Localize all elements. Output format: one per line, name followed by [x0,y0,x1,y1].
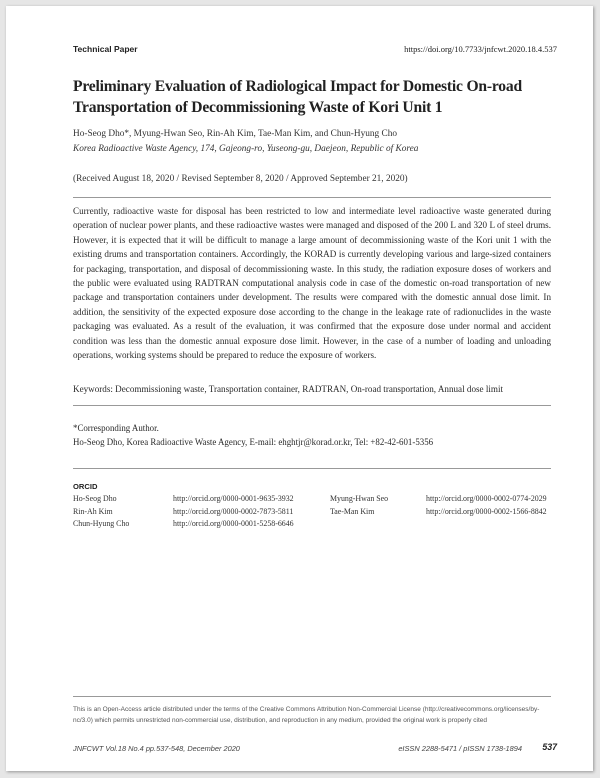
affiliation: Korea Radioactive Waste Agency, 174, Gajeong-ro, Yuseong-gu, Daejeon, Republic of Korea [73,144,419,154]
orcid-author-name [330,519,426,532]
keywords: Keywords: Decommissioning waste, Transportation container, RADTRAN, On-road transportation, Annual dose limit [73,384,504,394]
journal-citation: JNFCWT Vol.18 No.4 pp.537-548, December 2020 [73,744,240,753]
orcid-table [73,494,547,532]
abstract-text: Currently, radioactive waste for disposal has been restricted to low and intermediate level radioactive waste generated during operation of nuclear power plants, and these radioactive wastes were managed and disposed of the 200 L and 320 L of steel drums. However, it is expected that it will be difficult to manage a large amount of decommissioning waste of the Kori unit 1 with the existing drums and transportation containers. Accordingly, the KORAD is currently developing various and large-sized containers for packaging, transportation, and disposal of decommissioning waste. In this study, the radiation exposure doses of workers and the public were evaluated using RADTRAN computational analysis code in case of the domestic on-road transportation of new package and transportation containers under development. The results were compared with the domestic annual dose limit. In addition, the sensitivity of the expected exposure dose according to the change in the leakage rate of radionuclides in the waste packaging was evaluated. As a result of the evaluation, it was confirmed that the exposure dose under normal and accident condition was less than the domestic annual exposure dose limit. However, in the case of a number of loading and unloading operations, working systems should be prepared to reduce the exposure of workers. [73,206,551,361]
orcid-link[interactable] [426,519,547,532]
abstract-top-rule [73,197,551,198]
page-number: 537 [542,742,557,752]
orcid-author-name: Tae-Man Kim [330,506,375,516]
orcid-top-rule [73,468,551,469]
orcid-link[interactable]: http://orcid.org/0000-0002-7873-5811 [173,506,294,516]
orcid-author-name: Ho-Seog Dho [73,494,117,503]
abstract-bottom-rule [73,405,551,406]
orcid-author-name: Myung-Hwan Seo [330,494,389,503]
orcid-heading: ORCID [73,482,98,491]
article-type-label: Technical Paper [73,44,138,54]
orcid-link[interactable]: http://orcid.org/0000-0002-1566-8842 [426,506,547,516]
license-notice: This is an Open-Access article distributed under the terms of the Creative Commons Attribution Non-Commercial License (http://creativecommons.org/licenses/by-nc/3.0) which permits unrestricted non-commercial use, distribution, and reproduction in any medium, provided the original work is properly cited [73,706,540,724]
paper-title-line-2: Transportation of Decommissioning Waste of Kori Unit 1 [73,99,443,116]
corresponding-author-heading: *Corresponding Author. [73,423,159,433]
orcid-row [73,494,547,507]
orcid-link[interactable]: http://orcid.org/0000-0001-9635-3932 [173,494,294,503]
paper-title [73,76,553,118]
corresponding-author-details: Ho-Seog Dho, Korea Radioactive Waste Agency, E-mail: ehghtjr@korad.or.kr, Tel: +82-42-601-5356 [73,437,434,447]
orcid-link[interactable]: http://orcid.org/0000-0001-5258-6646 [173,519,294,528]
received-dates: (Received August 18, 2020 / Revised September 8, 2020 / Approved September 21, 2020) [73,174,408,184]
orcid-author-name: Rin-Ah Kim [73,506,113,516]
doi-link[interactable]: https://doi.org/10.7733/jnfcwt.2020.18.4.537 [404,44,557,54]
paper-title-line-1: Preliminary Evaluation of Radiological Impact for Domestic On-road [73,78,522,95]
issn-info: eISSN 2288-5471 / pISSN 1738-1894 [398,744,522,753]
orcid-row [73,519,547,532]
orcid-author-name: Chun-Hyung Cho [73,519,130,528]
paper-page [6,6,593,771]
orcid-row [73,507,547,520]
orcid-link[interactable]: http://orcid.org/0000-0002-0774-2029 [426,494,547,503]
author-list: Ho-Seog Dho*, Myung-Hwan Seo, Rin-Ah Kim, Tae-Man Kim, and Chun-Hyung Cho [73,129,398,139]
license-top-rule [73,696,551,697]
